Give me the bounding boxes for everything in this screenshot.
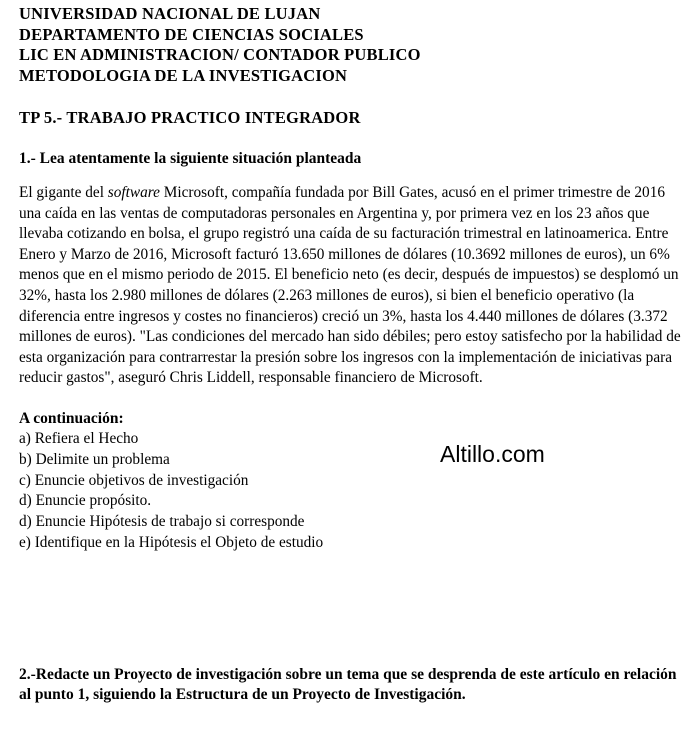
tp-title: TP 5.- TRABAJO PRACTICO INTEGRADOR [19,108,361,127]
task-list [19,429,683,554]
list-item: d) Enuncie propósito. [19,492,152,510]
list-item: e) Identifique en la Hipótesis el Objeto de estudio [19,533,324,551]
question2-text: 2.-Redacte un Proyecto de investigación sobre un tema que se desprenda de este artículo en relación al punto 1, siguiendo la Estructura de un Proyecto de Investigación. [19,666,677,704]
question1-heading: 1.- Lea atentamente la siguiente situación planteada [19,150,362,167]
header-line-department: DEPARTAMENTO DE CIENCIAS SOCIALES [19,24,364,44]
document-page [19,4,683,554]
case-paragraph [19,183,683,389]
header-line-university: UNIVERSIDAD NACIONAL DE LUJAN [19,4,321,23]
list-item: a) Refiera el Hecho [19,429,139,447]
continuation-heading: A continuación: [19,409,124,427]
para-italic: software [107,184,160,201]
watermark: Altillo.com [440,441,545,467]
list-item: d) Enuncie Hipótesis de trabajo si corresponde [19,513,305,531]
para-start: El gigante del [19,184,108,201]
list-item: c) Enuncie objetivos de investigación [19,471,249,489]
header-line-degree: LIC EN ADMINISTRACION/ CONTADOR PUBLICO [19,45,421,64]
header-line-subject: METODOLOGIA DE LA INVESTIGACION [19,65,348,85]
para-rest: Microsoft, compañía fundada por Bill Gates, acusó en el primer trimestre de 2016 una caída en las ventas de computadoras personales en Argentina y, por primera vez en los 23 años que llevaba cotizando en bolsa, el grupo registró una caída de su facturación trimestral en latinoamerica. Entre Enero y Marzo de 2016, Microsoft facturó 13.650 millones de dólares (10.3692 millones de euros), un 6% menos que en el mismo periodo de 2015. El beneficio neto (es decir, después de impuestos) se desplomó un 32%, hasta los 2.980 millones de dólares (2.263 millones de euros), si bien el beneficio operativo (la diferencia entre ingresos y costes no financieros) creció un 3%, hasta los 4.440 millones de dólares (3.372 millones de euros). "Las condiciones del mercado han sido débiles; pero estoy satisfecho por la habilidad de esta organización para contrarrestar la presión sobre los ingresos con la implementación de iniciativas para reducir gastos", aseguró Chris Liddell, responsable financiero de Microsoft. [19,184,681,387]
header-block [19,4,683,86]
list-item: b) Delimite un problema [19,450,170,468]
